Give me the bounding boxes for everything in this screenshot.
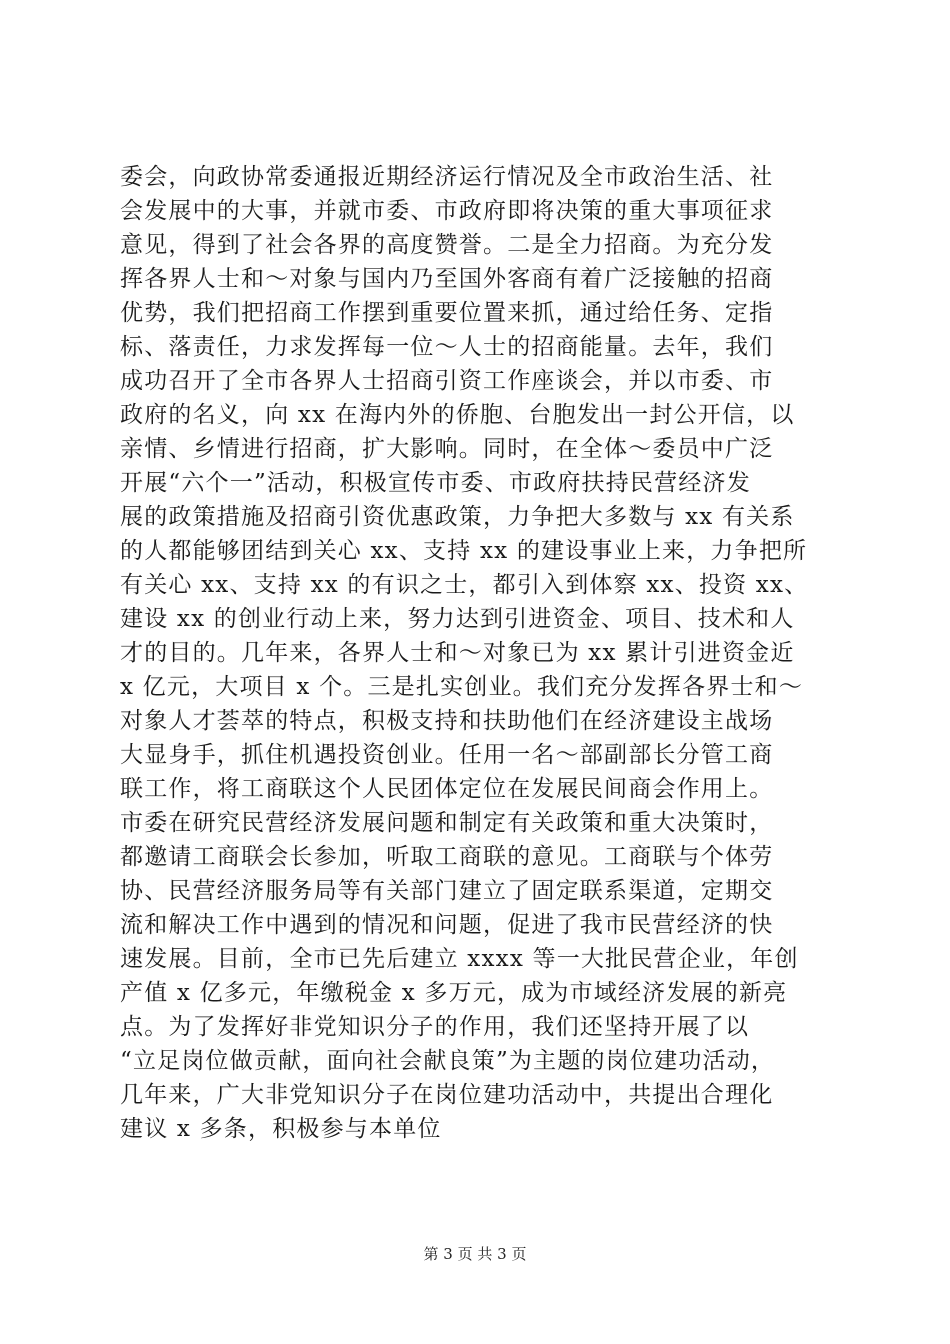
text-line: 优势，我们把招商工作摆到重要位置来抓，通过给任务、定指	[120, 300, 774, 326]
text-line: 协、民营经济服务局等有关部门建立了固定联系渠道，定期交	[120, 878, 774, 904]
text-line: 点。为了发挥好非党知识分子的作用，我们还坚持开展了以	[120, 1014, 750, 1040]
text-line: 联工作，将工商联这个人民团体定位在发展民间商会作用上。	[120, 776, 774, 802]
text-line: 市委在研究民营经济发展问题和制定有关政策和重大决策时，	[120, 810, 774, 836]
body-text	[120, 160, 840, 1146]
text-line: 建设 xx 的创业行动上来，努力达到引进资金、项目、技术和人	[120, 606, 795, 632]
text-line: 都邀请工商联会长参加，听取工商联的意见。工商联与个体劳	[120, 844, 774, 870]
text-line: 对象人才荟萃的特点，积极支持和扶助他们在经济建设主战场	[120, 708, 774, 734]
text-line: 亲情、乡情进行招商，扩大影响。同时，在全体～委员中广泛	[120, 436, 774, 462]
text-line: 意见，得到了社会各界的高度赞誉。二是全力招商。为充分发	[120, 232, 774, 258]
text-line: x 亿元，大项目 x 个。三是扎实创业。我们充分发挥各界士和～	[120, 674, 804, 700]
text-line: “立足岗位做贡献，面向社会献良策”为主题的岗位建功活动，	[120, 1048, 776, 1074]
text-line: 有关心 xx、支持 xx 的有识之士，都引入到体察 xx、投资 xx、	[120, 572, 809, 598]
text-line: 几年来，广大非党知识分子在岗位建功活动中，共提出合理化	[120, 1082, 774, 1108]
text-line: 才的目的。几年来，各界人士和～对象已为 xx 累计引进资金近	[120, 640, 795, 666]
text-line: 速发展。目前，全市已先后建立 xxxx 等一大批民营企业，年创	[120, 946, 799, 972]
page-number-footer: 第 3 页 共 3 页	[423, 1245, 527, 1263]
text-line: 展的政策措施及招商引资优惠政策，力争把大多数与 xx 有关系	[120, 504, 795, 530]
text-line: 委会，向政协常委通报近期经济运行情况及全市政治生活、社	[120, 164, 774, 190]
text-line: 成功召开了全市各界人士招商引资工作座谈会，并以市委、市	[120, 368, 774, 394]
text-line: 建议 x 多条，积极参与本单位	[120, 1116, 442, 1142]
text-line: 挥各界人士和～对象与国内乃至国外客商有着广泛接触的招商	[120, 266, 774, 292]
text-line: 流和解决工作中遇到的情况和问题，促进了我市民营经济的快	[120, 912, 774, 938]
text-line: 会发展中的大事，并就市委、市政府即将决策的重大事项征求	[120, 198, 774, 224]
text-line: 产值 x 亿多元，年缴税金 x 多万元，成为市域经济发展的新亮	[120, 980, 788, 1006]
text-line: 大显身手，抓住机遇投资创业。任用一名～部副部长分管工商	[120, 742, 774, 768]
text-line: 的人都能够团结到关心 xx、支持 xx 的建设事业上来，力争把所	[120, 538, 808, 564]
text-line: 标、落责任，力求发挥每一位～人士的招商能量。去年，我们	[120, 334, 774, 360]
text-line: 政府的名义，向 xx 在海内外的侨胞、台胞发出一封公开信，以	[120, 402, 795, 428]
text-line: 开展“六个一”活动，积极宣传市委、市政府扶持民营经济发	[120, 470, 751, 496]
